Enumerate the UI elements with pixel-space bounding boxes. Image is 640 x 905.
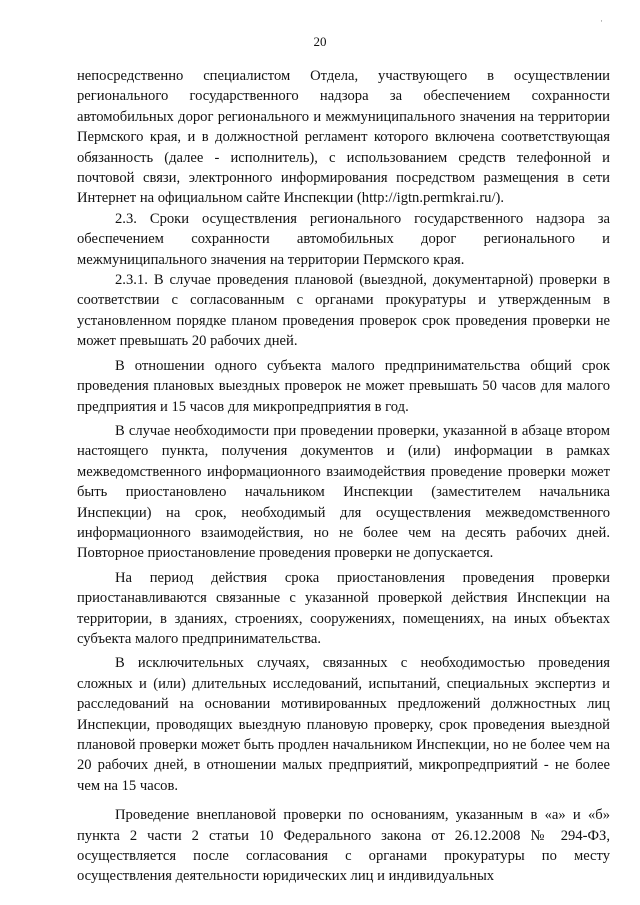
paragraph-contact-methods: непосредственно специалистом Отдела, участвующего в осуществлении регионального государственного надзора за обеспечением сохранности автомобильных дорог регионального и межмуниципального значения на территории Пермского края, и в должностной регламент которого включена соответствующая обязанность (далее - исполнитель), с использованием средств телефонной и почтовой связи, электронного информирования посредством размещения в сети Интернет на официальном сайте Инспекции (http://igtn.permkrai.ru/). bbox=[77, 68, 610, 207]
paragraph-suspension: В случае необходимости при проведении проверки, указанной в абзаце втором настоящего пункта, получения документов и (или) информации в рамках межведомственного информационного взаимодействия проведение проверки может быть приостановлено начальником Инспекции (заместителем начальника Инспекции) на срок, необходимый для осуществления межведомственного информационного взаимодействия, но не более чем на десять рабочих дней. Повторное приостановление проведения проверки не допускается. bbox=[77, 422, 610, 562]
paragraph-section-2-3-heading: 2.3. Сроки осуществления регионального государственного надзора за обеспечением сохранности автомобильных дорог регионального и межмуниципального значения на территории Пермского края. bbox=[77, 210, 610, 268]
page-body bbox=[77, 66, 610, 887]
paragraph-small-business-limit: В отношении одного субъекта малого предпринимательства общий срок проведения плановых выездных проверок не может превышать 50 часов для малого предприятия и 15 часов для микропредприятия в год. bbox=[77, 357, 610, 415]
corner-mark: · bbox=[600, 16, 603, 26]
paragraph-unscheduled-inspection: Проведение внеплановой проверки по основаниям, указанным в «а» и «б» пункта 2 части 2 статьи 10 Федерального закона от 26.12.2008 № 294-ФЗ, осуществляется после согласования с органами прокуратуры по месту осуществления деятельности юридических лиц и индивидуальных bbox=[77, 807, 610, 885]
page-number: 20 bbox=[313, 34, 327, 49]
paragraph-section-2-3-1: 2.3.1. В случае проведения плановой (выездной, документарной) проверки в соответствии с согласованным с органами прокуратуры и утвержденным в установленном порядке планом проведения проверок срок проведения проверки не может превышать 20 рабочих дней. bbox=[77, 272, 610, 350]
paragraph-extension: В исключительных случаях, связанных с необходимостью проведения сложных и (или) длительных исследований, испытаний, специальных экспертиз и расследований на основании мотивированных предложений должностных лиц Инспекции, проводящих выездную плановую проверку, срок проведения выездной плановой проверки может быть продлен начальником Инспекции, но не более чем на 20 рабочих дней, в отношении малых предприятий, микропредприятий - не более чем на 15 часов. bbox=[77, 655, 610, 794]
paragraph-suspension-period: На период действия срока приостановления проведения проверки приостанавливаются связанные с указанной проверкой действия Инспекции на территории, в зданиях, строениях, сооружениях, помещениях, на иных объектах субъекта малого предпринимательства. bbox=[77, 569, 610, 647]
